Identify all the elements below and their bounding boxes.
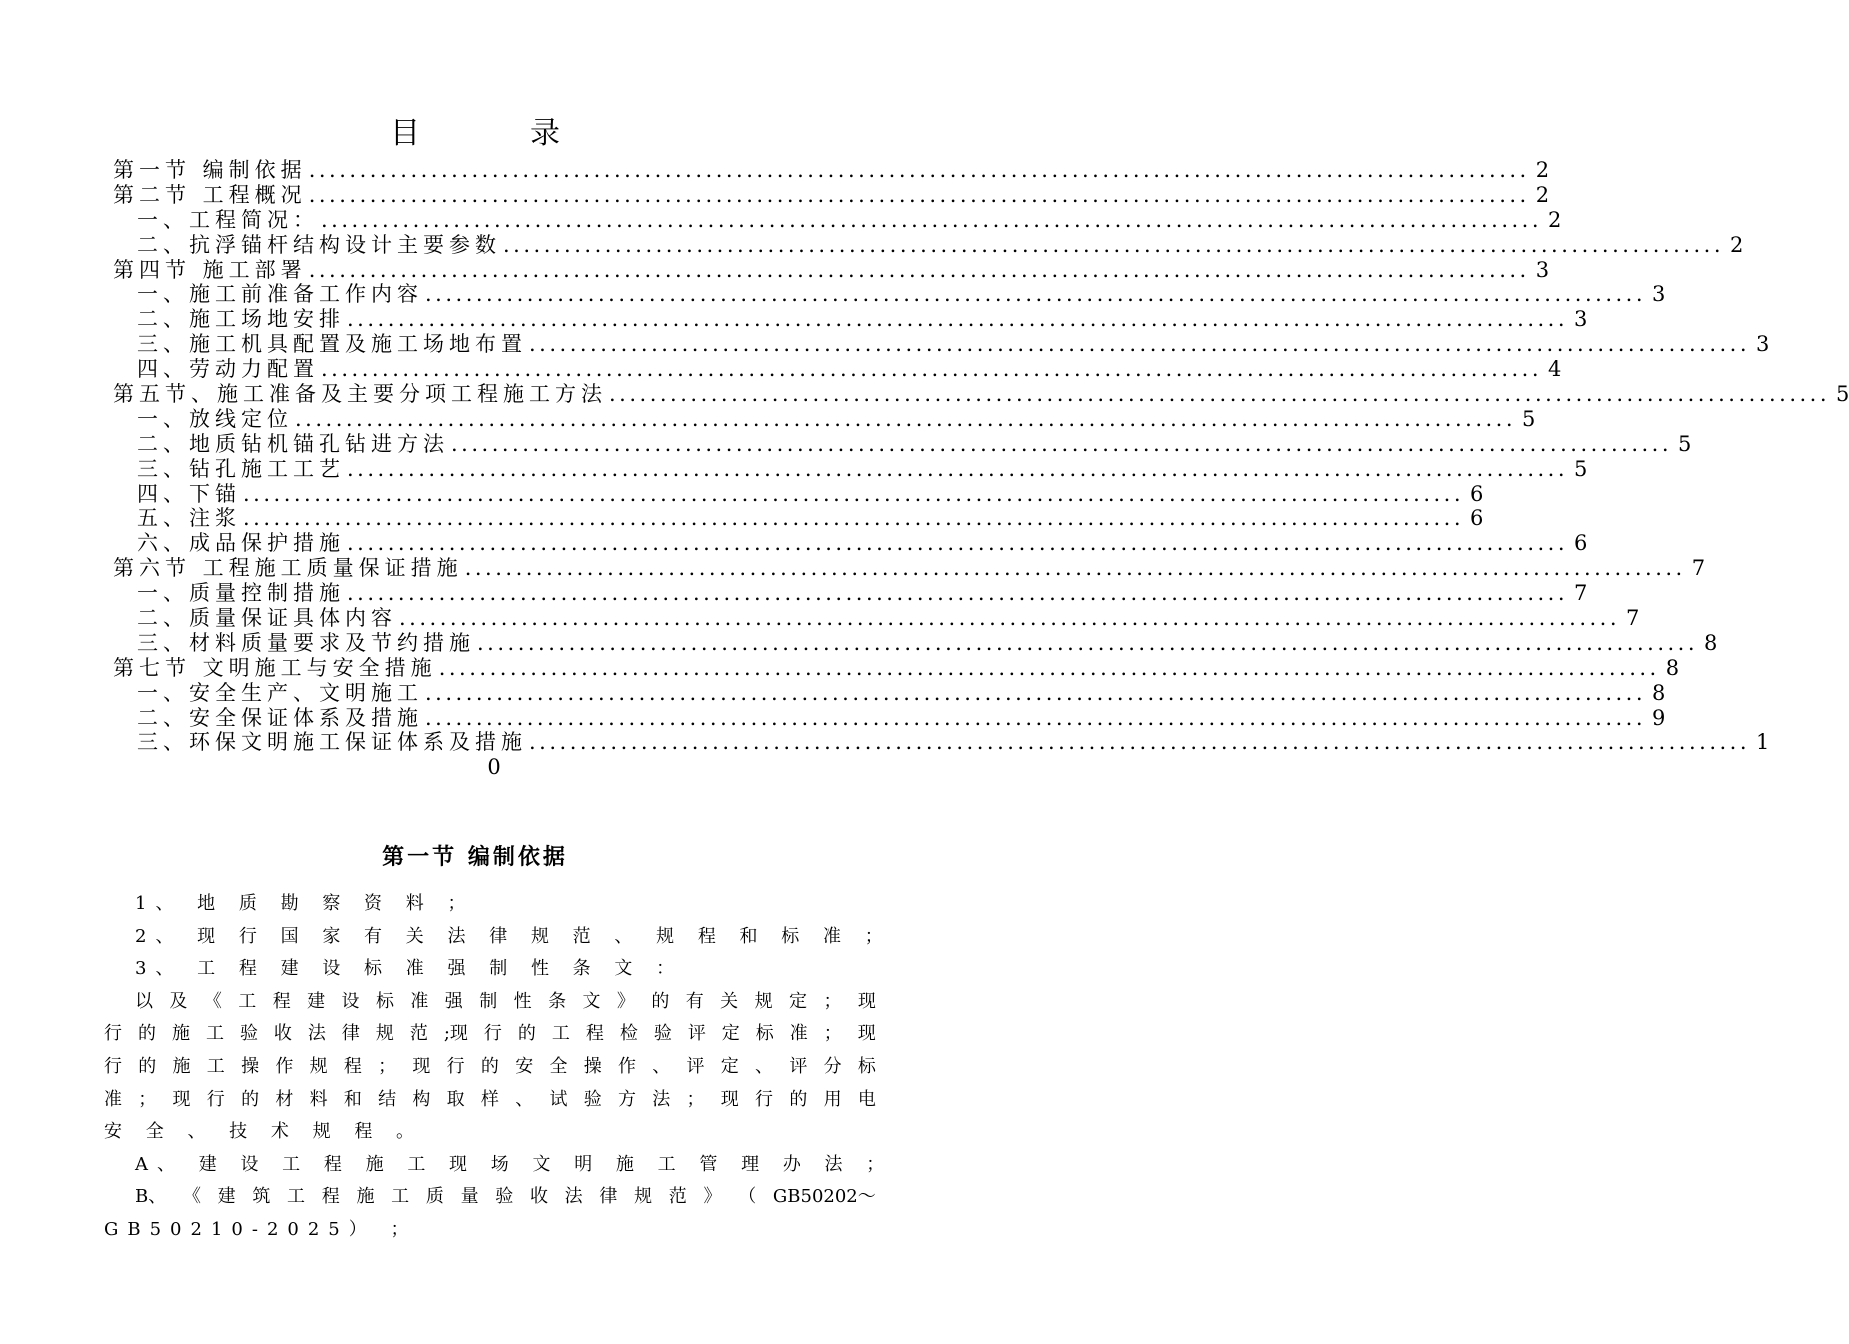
toc-entry[interactable] [113,705,1666,731]
toc-page-number: 3 [1756,332,1770,357]
toc-page-number: 3 [1535,257,1550,282]
toc-page-number: 5 [1678,431,1692,456]
toc-entry[interactable] [113,357,1562,382]
body-text-line: 以 及 《 工 程 建 设 标 准 强 制 性 条 文 》 的 有 关 规 定 ； 现 [135,990,876,1012]
body-text-line: 行 的 施 工 操 作 规 程 ； 现 行 的 安 全 操 作 、 评 定 、 评 分 标 [104,1055,876,1077]
toc-entry[interactable] [113,730,1770,755]
toc-entry[interactable] [113,382,1849,407]
toc-page-number: 7 [1626,606,1640,631]
toc-leader-dots: ........................................................................................................................ [308,257,1530,282]
toc-entry[interactable] [113,680,1666,706]
toc-entry-text: 一、施工前准备工作内容 [137,282,423,307]
toc-page-number: 5 [1522,406,1536,431]
toc-page-number: 6 [1470,481,1484,506]
toc-page-number: 7 [1691,556,1706,581]
body-text-line: 安 全 、 技 术 规 程 。 [104,1121,424,1143]
toc-leader-dots: ........................................................................................................................ [529,730,1751,755]
toc-page-number: 8 [1704,630,1718,655]
toc-entry[interactable] [113,630,1718,656]
toc-leader-dots: ........................................................................................................................ [321,357,1543,382]
section-heading: 第一节 编制依据 [382,845,568,870]
toc-entry-text: 第五节、施工准备及主要分项工程施工方法 [113,382,607,407]
toc-page-number: 1 [1756,730,1770,755]
toc-entry[interactable] [113,506,1484,531]
toc-entry-text: 二、抗浮锚杆结构设计主要参数 [137,232,501,257]
toc-entry-text: 二、地质钻机锚孔钻进方法 [137,431,449,456]
toc-entry-text: 第六节 工程施工质量保证措施 [113,556,463,581]
toc-page-number: 8 [1665,655,1680,680]
toc-page-number: 3 [1652,282,1666,307]
toc-page-number: 2 [1535,182,1550,207]
body-text-line: 2、 现 行 国 家 有 关 法 律 规 范 、 规 程 和 标 准 ； [135,925,892,947]
toc-entry-text: 一、放线定位 [137,406,293,431]
toc-entry-text: 第四节 施工部署 [113,257,307,282]
section-body [104,888,894,1247]
toc-entry-text: 三、环保文明施工保证体系及措施 [137,730,527,755]
toc-leader-dots: ........................................................................................................................ [477,630,1699,655]
toc-entry[interactable] [113,282,1666,307]
toc-title: 目录 [390,116,670,151]
toc-entry[interactable] [113,456,1588,482]
toc-entry-text: 三、材料质量要求及节约措施 [137,630,475,655]
toc-page-number-overflow: 0 [487,755,501,780]
toc-entry[interactable] [113,182,1550,208]
toc-page-number: 5 [1574,456,1588,481]
toc-leader-dots: ........................................................................................................................ [347,581,1569,606]
toc-page-number: 9 [1652,705,1666,730]
toc-leader-dots: ........................................................................................................................ [321,207,1543,232]
toc-entry-text: 六、成品保护措施 [137,531,345,556]
toc-leader-dots: ........................................................................................................................ [347,531,1569,556]
toc-page-number: 3 [1574,307,1588,332]
toc-entry-text: 一、安全生产、文明施工 [137,680,423,705]
toc-entry-text: 一、工程简况： [137,207,319,232]
toc-leader-dots: ........................................................................................................................ [425,705,1647,730]
toc-entry-text: 第一节 编制依据 [113,158,307,182]
toc-page-number: 2 [1548,207,1562,232]
toc-entry[interactable] [113,232,1744,258]
toc-leader-dots: ........................................................................................................................ [503,232,1725,257]
toc-entry[interactable] [113,207,1562,233]
toc-leader-dots: ........................................................................................................................ [347,456,1569,481]
toc-page-number: 7 [1574,581,1588,606]
toc-entry[interactable] [113,556,1706,581]
toc-entry-text: 四、下锚 [137,481,241,506]
toc-leader-dots: ........................................................................................................................ [295,406,1517,431]
toc-entry-text: 三、施工机具配置及施工场地布置 [137,332,527,357]
toc-page-number: 6 [1574,531,1588,556]
toc-leader-dots: ........................................................................................................................ [243,481,1465,506]
toc-leader-dots: ........................................................................................................................ [464,556,1686,581]
toc-leader-dots: ........................................................................................................................ [451,431,1673,456]
toc-leader-dots: ........................................................................................................................ [438,655,1660,680]
body-text-line: 行 的 施 工 验 收 法 律 规 范 ;现 行 的 工 程 检 验 评 定 标 准 ； 现 [104,1023,876,1045]
toc-leader-dots: ........................................................................................................................ [347,307,1569,332]
toc-leader-dots: ........................................................................................................................ [243,506,1465,531]
toc-entry[interactable] [113,531,1588,556]
toc-leader-dots: ........................................................................................................................ [399,606,1621,631]
toc-entry[interactable] [113,431,1692,457]
toc-entry[interactable] [113,581,1588,606]
toc-page-number: 4 [1548,357,1562,382]
toc-page-number: 2 [1535,158,1550,182]
body-text-line: 3、 工 程 建 设 标 准 强 制 性 条 文 ： [135,958,684,980]
toc-page-number: 6 [1470,506,1484,531]
table-of-contents [113,158,1849,780]
body-text-line: 准 ； 现 行 的 材 料 和 结 构 取 样 、 试 验 方 法 ； 现 行 的 用 电 [104,1088,876,1110]
body-text-line: A、 建 设 工 程 施 工 现 场 文 明 施 工 管 理 办 法 ； [135,1153,894,1175]
toc-entry[interactable] [113,406,1536,432]
toc-entry[interactable] [113,481,1484,507]
toc-entry[interactable] [113,158,1550,183]
body-text-line: B、 《 建 筑 工 程 施 工 质 量 验 收 法 律 规 范 》 （ GB50202～ [135,1186,876,1208]
toc-leader-dots: ........................................................................................................................ [308,182,1530,207]
toc-entry[interactable] [113,257,1550,283]
toc-entry-text: 二、安全保证体系及措施 [137,705,423,730]
toc-leader-dots: ........................................................................................................................ [425,680,1647,705]
toc-entry-text: 第七节 文明施工与安全措施 [113,655,437,680]
toc-entry[interactable] [113,332,1770,357]
toc-entry[interactable] [113,606,1640,631]
toc-entry-text: 四、劳动力配置 [137,357,319,382]
toc-entry-text: 一、质量控制措施 [137,581,345,606]
toc-entry-text: 五、注浆 [137,506,241,531]
toc-entry-text: 第二节 工程概况 [113,182,307,207]
toc-entry[interactable] [113,655,1680,681]
toc-page-number: 5 [1836,382,1849,407]
toc-page-number: 8 [1652,680,1666,705]
toc-entry[interactable] [113,307,1588,332]
toc-leader-dots: ........................................................................................................................ [425,282,1647,307]
body-text-line: GB50210-2025） ； [104,1218,418,1240]
toc-entry-text: 二、施工场地安排 [137,307,345,332]
toc-leader-dots: ........................................................................................................................ [529,332,1751,357]
toc-entry-text: 三、钻孔施工工艺 [137,456,345,481]
toc-leader-dots: ........................................................................................................................ [609,382,1831,407]
toc-page-number: 2 [1730,232,1744,257]
toc-leader-dots: ........................................................................................................................ [308,158,1530,182]
body-text-line: 1、 地 质 勘 察 资 料 ； [135,893,475,914]
toc-entry-text: 二、质量保证具体内容 [137,606,397,631]
